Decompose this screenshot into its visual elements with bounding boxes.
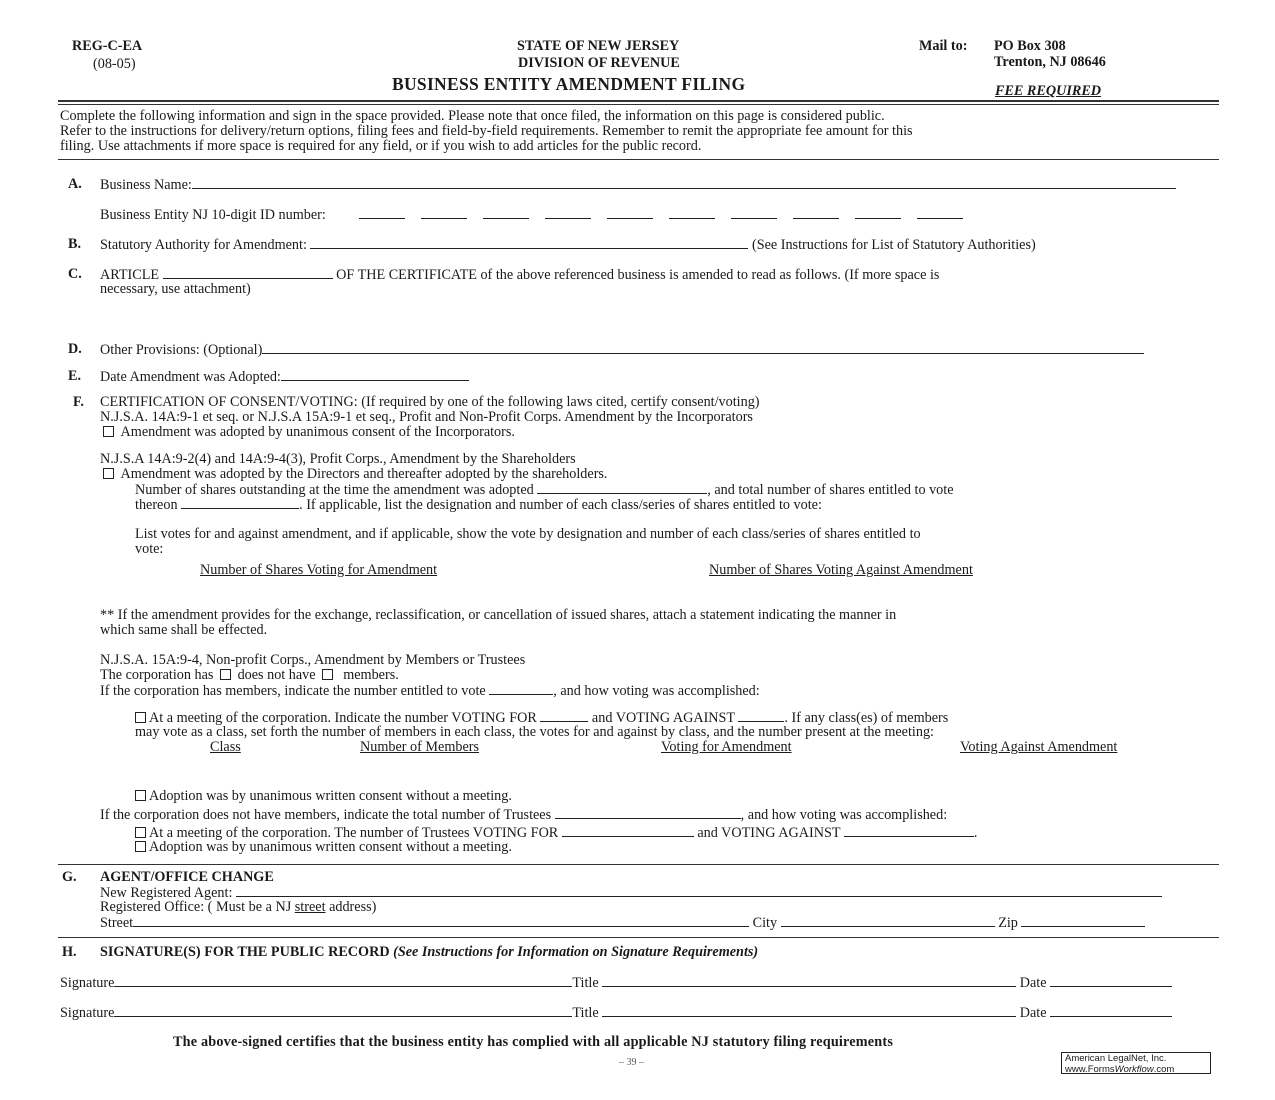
publisher-badge [1061, 1052, 1211, 1074]
date-adopted-input[interactable] [281, 369, 469, 381]
form-date: (08-05) [93, 56, 136, 72]
trustees-how: , and how voting was accomplished: [740, 807, 948, 823]
trustees-input[interactable] [555, 807, 741, 819]
exchange-note: ** If the amendment provides for the exchange, reclassification, or cancellation of issued shares, attach a statement indicating the manner in [100, 607, 897, 623]
shares-outstanding-label: Number of shares outstanding at the time the amendment was adopted [135, 482, 534, 498]
shareholders-checkbox[interactable] [103, 468, 114, 479]
shareholders-option-label: Amendment was adopted by the Directors and thereafter adopted by the shareholders. [120, 466, 608, 482]
publisher-url: www.FormsWorkflow.com [1065, 1063, 1175, 1075]
list-votes-text-2: vote: [135, 541, 164, 557]
entity-id-digit[interactable] [421, 207, 467, 219]
date-input[interactable] [1050, 1005, 1172, 1017]
incorporators-option-label: Amendment was adopted by unanimous consent of the Incorporators. [120, 424, 515, 440]
registered-agent-input[interactable] [236, 885, 1162, 897]
signature-label: Signature [60, 975, 115, 991]
agent-office-title: AGENT/OFFICE CHANGE [100, 869, 274, 885]
certification-statement: The above-signed certifies that the business entity has complied with all applicable NJ statutory filing requirements [173, 1034, 894, 1050]
col-class: Class [210, 739, 241, 755]
city-input[interactable] [781, 915, 995, 927]
zip-label: Zip [998, 915, 1018, 931]
state-name: STATE OF NEW JERSEY [517, 38, 680, 54]
section-a-letter: A. [68, 176, 82, 192]
other-provisions-field[interactable] [100, 342, 1144, 358]
entity-id-digit[interactable] [359, 207, 405, 219]
shares-entitled-label: , and total number of shares entitled to vote [707, 482, 954, 498]
intro-rule [58, 159, 1219, 160]
trustee-meeting-checkbox[interactable] [135, 827, 146, 838]
zip-input[interactable] [1021, 915, 1145, 927]
law-incorporators: N.J.S.A. 14A:9-1 et seq. or N.J.S.A 15A:9-1 et seq., Profit and Non-Profit Corps. Amendment by the Incorporators [100, 409, 753, 425]
date-label: Date [1019, 1005, 1047, 1021]
mail-to-label: Mail to: [919, 38, 968, 54]
date-adopted-label: Date Amendment was Adopted: [100, 369, 281, 385]
shares-thereon-label: thereon [135, 497, 178, 513]
mail-address-line2: Trenton, NJ 08646 [994, 54, 1106, 70]
members-vote-field[interactable] [100, 683, 760, 699]
statutory-authority-field[interactable] [100, 237, 1036, 253]
signature-label: Signature [60, 1005, 115, 1021]
membership-option[interactable] [100, 668, 399, 683]
signature-row[interactable] [60, 1005, 1172, 1021]
list-votes-text: List votes for and against amendment, and if applicable, show the vote by designation and number of each class/series of shares entitled to [135, 526, 921, 542]
trustee-voting-against-label: and VOTING AGAINST [697, 825, 841, 841]
article-number-input[interactable] [163, 267, 333, 279]
member-adoption-option[interactable] [135, 789, 512, 804]
registered-agent-label: New Registered Agent: [100, 885, 233, 901]
other-provisions-label: Other Provisions: (Optional) [100, 342, 263, 358]
no-members-checkbox[interactable] [322, 669, 333, 680]
col-number-of-members: Number of Members [360, 739, 479, 755]
business-name-input[interactable] [192, 177, 1176, 189]
member-meeting-label: At a meeting of the corporation. Indicate the number VOTING FOR [149, 710, 537, 726]
member-meeting-checkbox[interactable] [135, 712, 146, 723]
intro-line: filing. Use attachments if more space is required for any field, or if you wish to add articles for the public record. [60, 138, 702, 154]
section-c-letter: C. [68, 266, 82, 282]
other-provisions-input[interactable] [262, 342, 1144, 354]
title-input[interactable] [602, 1005, 1016, 1017]
member-adoption-checkbox[interactable] [135, 790, 146, 801]
incorporators-checkbox[interactable] [103, 426, 114, 437]
col-shares-against: Number of Shares Voting Against Amendment [709, 562, 973, 578]
signature-note: (See Instructions for Information on Signature Requirements) [393, 944, 759, 960]
header-rule-thin [58, 104, 1219, 105]
section-h-rule [58, 937, 1219, 938]
page-number: – 39 – [619, 1057, 644, 1068]
trustee-meeting-label: At a meeting of the corporation. The number of Trustees VOTING FOR [149, 825, 559, 841]
mail-address-line1: PO Box 308 [994, 38, 1066, 54]
section-g-letter: G. [62, 869, 77, 885]
member-class-note: . If any class(es) of members [784, 710, 949, 726]
law-nonprofit: N.J.S.A. 15A:9-4, Non-profit Corps., Amendment by Members or Trustees [100, 652, 526, 668]
section-d-letter: D. [68, 341, 82, 357]
trustee-adoption-checkbox[interactable] [135, 841, 146, 852]
signature-heading [100, 945, 758, 960]
title-label: Title [572, 975, 599, 991]
has-members-checkbox[interactable] [220, 669, 231, 680]
header-rule [58, 100, 1219, 102]
street-label: Street [100, 915, 134, 931]
article-text-2: necessary, use attachment) [100, 281, 251, 297]
title-label: Title [572, 1005, 599, 1021]
shares-outstanding-field[interactable] [135, 482, 954, 498]
law-shareholders: N.J.S.A 14A:9-2(4) and 14A:9-4(3), Profit Corps., Amendment by the Shareholders [100, 451, 576, 467]
col-voting-for: Voting for Amendment [661, 739, 792, 755]
entity-id-label: Business Entity NJ 10-digit ID number: [100, 207, 326, 223]
section-g-rule [58, 864, 1219, 865]
shareholders-option[interactable] [100, 467, 607, 482]
trustee-meeting-option[interactable]: At a meeting of the corporation. The number of Trustees VOTING FOR and VOTING AGAINST . [135, 825, 977, 841]
section-f-letter: F. [73, 394, 84, 410]
registered-office-street-word: street [294, 899, 326, 915]
article-label: ARTICLE [100, 267, 160, 283]
trustees-field[interactable] [100, 807, 947, 823]
member-voting-against-input[interactable] [738, 710, 784, 722]
form-code: REG-C-EA [72, 38, 143, 54]
date-input[interactable] [1050, 975, 1172, 987]
entity-id-digit[interactable] [669, 207, 715, 219]
business-name-field[interactable] [100, 177, 1176, 193]
signature-title: SIGNATURE(S) FOR THE PUBLIC RECORD [100, 944, 390, 960]
entity-id-field[interactable] [100, 207, 979, 223]
members-vote-input[interactable] [489, 683, 553, 695]
entity-id-digit[interactable] [917, 207, 963, 219]
member-adoption-label: Adoption was by unanimous written consent without a meeting. [149, 788, 512, 804]
intro-line: Refer to the instructions for delivery/return options, filing fees and field-by-field requirements. Remember to remit the appropriate fee amount for this [60, 123, 913, 139]
member-voting-for-input[interactable] [540, 710, 588, 722]
address-field[interactable] [100, 915, 1145, 931]
signature-input[interactable] [114, 1005, 572, 1017]
trustee-voting-for-input[interactable] [562, 825, 694, 837]
exchange-note-2: which same shall be effected. [100, 622, 268, 638]
statutory-authority-input[interactable] [310, 237, 748, 249]
registered-office-label-end: address) [325, 899, 377, 915]
section-e-letter: E. [68, 368, 82, 384]
shares-class-note: . If applicable, list the designation and number of each class/series of shares entitled to vote: [299, 497, 822, 513]
article-text: OF THE CERTIFICATE of the above referenced business is amended to read as follows. (If more space is [336, 267, 940, 283]
members-vote-how: , and how voting was accomplished: [553, 683, 760, 699]
city-label: City [752, 915, 778, 931]
does-not-have-label: does not have [237, 667, 316, 683]
statutory-authority-label: Statutory Authority for Amendment: [100, 237, 307, 253]
section-h-letter: H. [62, 944, 77, 960]
page-title: BUSINESS ENTITY AMENDMENT FILING [392, 74, 746, 94]
signature-row[interactable] [60, 975, 1172, 991]
date-label: Date [1019, 975, 1047, 991]
trustees-label: If the corporation does not have members, indicate the total number of Trustees [100, 807, 552, 823]
signature-input[interactable] [114, 975, 572, 987]
street-input[interactable] [133, 915, 749, 927]
incorporators-option[interactable] [100, 425, 515, 440]
entity-id-digit[interactable] [545, 207, 591, 219]
fee-required: FEE REQUIRED [995, 83, 1102, 99]
division-name: DIVISION OF REVENUE [518, 55, 680, 71]
entity-id-digit[interactable] [793, 207, 839, 219]
trustee-adoption-option[interactable] [135, 840, 512, 855]
consent-title: CERTIFICATION OF CONSENT/VOTING: (If required by one of the following laws cited, certify consent/voting) [100, 394, 760, 410]
business-name-label: Business Name: [100, 177, 192, 193]
intro-line: Complete the following information and sign in the space provided. Please note that once filed, the information on this page is considered public. [60, 108, 885, 124]
corp-has-label: The corporation has [100, 667, 214, 683]
member-voting-against-label: and VOTING AGAINST [591, 710, 735, 726]
date-adopted-field[interactable] [100, 369, 469, 385]
statutory-authority-note: (See Instructions for List of Statutory Authorities) [751, 237, 1036, 253]
entity-id-digit[interactable] [855, 207, 901, 219]
entity-id-digit[interactable] [731, 207, 777, 219]
shares-outstanding-input[interactable] [537, 482, 707, 494]
publisher-name: American LegalNet, Inc. [1065, 1053, 1167, 1064]
trustee-adoption-label: Adoption was by unanimous written consent without a meeting. [149, 839, 512, 855]
title-input[interactable] [602, 975, 1016, 987]
trustee-voting-against-input[interactable] [844, 825, 974, 837]
members-label: members. [343, 667, 399, 683]
shares-entitled-input[interactable] [181, 497, 299, 509]
registered-office-label: Registered Office: ( Must be a NJ [100, 899, 295, 915]
col-shares-for: Number of Shares Voting for Amendment [200, 562, 438, 578]
entity-id-digit[interactable] [483, 207, 529, 219]
entity-id-digit[interactable] [607, 207, 653, 219]
member-class-note-2: may vote as a class, set forth the number of members in each class, the votes for and against by class, and the number present at the meeting: [135, 724, 934, 740]
members-vote-label: If the corporation has members, indicate the number entitled to vote [100, 683, 486, 699]
shares-entitled-field[interactable] [135, 497, 822, 513]
col-voting-against: Voting Against Amendment [960, 739, 1118, 755]
section-b-letter: B. [68, 236, 82, 252]
registered-office-note [100, 900, 376, 915]
